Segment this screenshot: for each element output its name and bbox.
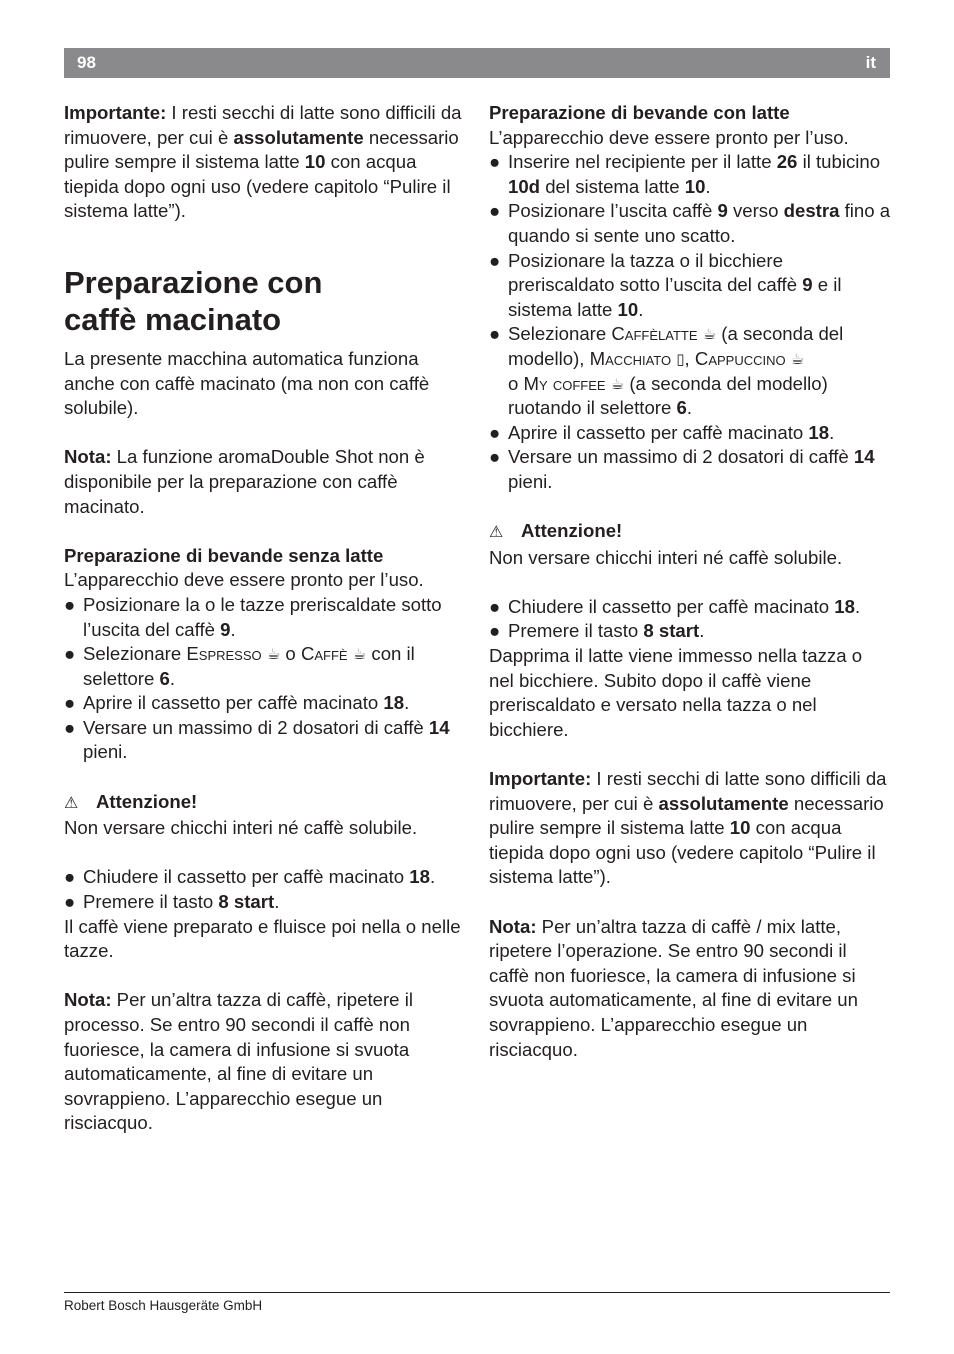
- note-repeat: Nota: Per un’altra tazza di caffè / mix latte, ripetere l’operazione. Se entro 90 secondi il caffè non fuoriesce, la camera di infusione si svuota automaticamente, al fine di evitare un sovrappieno. L’apparecchio esegue un risciacquo.: [489, 915, 858, 1060]
- list-item: ● Versare un massimo di 2 dosatori di caffè 14 pieni.: [489, 446, 875, 492]
- result-text: Il caffè viene preparato e fluisce poi nella o nelle tazze.: [64, 915, 461, 962]
- espresso-cup-icon: ☕: [266, 646, 281, 664]
- footer-company: Robert Bosch Hausgeräte GmbH: [64, 1298, 263, 1313]
- ready-text: L’apparecchio deve essere pronto per l’uso.: [64, 569, 424, 591]
- page-header-bar: [64, 48, 890, 78]
- steps-list: [64, 593, 464, 765]
- bullet-icon: ●: [64, 866, 76, 888]
- list-item: ● Aprire il cassetto per caffè macinato 18.: [489, 421, 891, 446]
- list-item: ● Chiudere il cassetto per caffè macinato 18.: [64, 865, 464, 890]
- left-column: [64, 101, 464, 1161]
- warning-title: ⚠ Attenzione!: [489, 519, 891, 546]
- cappuccino-cup-icon: ☕: [790, 350, 805, 368]
- warning-triangle-icon: ⚠: [489, 524, 504, 542]
- coffee-cup-icon: ☕: [352, 646, 367, 664]
- list-item: ● Versare un massimo di 2 dosatori di caffè 14 pieni.: [64, 716, 450, 763]
- list-item: ● Selezionare Espresso ☕ o Caffè ☕ con il selettore 6.: [64, 643, 415, 689]
- warning-text: Non versare chicchi interi né caffè solubile.: [489, 546, 843, 568]
- important-note: Importante: I resti secchi di latte sono difficili da rimuovere, per cui è assolutamente necessario pulire sempre il sistema latte 10 con acqua tiepida dopo ogni uso (vedere capitolo “Pulire il sistema latte”).: [489, 768, 887, 888]
- section-heading: Preparazione con caffè macinato: [64, 264, 323, 337]
- note-aroma-double-shot: Nota: La funzione aromaDouble Shot non è disponibile per la preparazione con caffè macinato.: [64, 446, 425, 517]
- bullet-icon: ●: [64, 692, 76, 714]
- my-coffee-cup-icon: ☕: [610, 375, 625, 393]
- list-item: ● Premere il tasto 8 start.: [489, 619, 891, 644]
- intro-paragraph: La presente macchina automatica funziona anche con caffè macinato (ma non con caffè solubile).: [64, 347, 430, 419]
- bullet-icon: ●: [489, 446, 501, 468]
- bullet-icon: ●: [489, 323, 501, 345]
- bullet-icon: ●: [489, 249, 501, 271]
- list-item: ● Posizionare la tazza o il bicchiere preriscaldato sotto l’uscita del caffè 9 e il sistema latte 10.: [489, 249, 842, 320]
- page-number: 98: [77, 53, 96, 72]
- subheading-with-milk: Preparazione di bevande con latte: [489, 102, 790, 123]
- warning-title: ⚠ Attenzione!: [64, 790, 464, 817]
- warning-text: Non versare chicchi interi né caffè solubile.: [64, 817, 418, 839]
- result-text: Dapprima il latte viene immesso nella tazza o nel bicchiere. Subito dopo il caffè viene preriscaldato e versato nella tazza o nel bicchiere.: [489, 645, 863, 740]
- list-item: ● Aprire il cassetto per caffè macinato 18.: [64, 691, 464, 716]
- milk-steps-list-2: [489, 595, 891, 644]
- bullet-icon: ●: [489, 200, 501, 222]
- bullet-icon: ●: [489, 151, 501, 173]
- footer-divider: [64, 1292, 890, 1293]
- bullet-icon: ●: [489, 620, 501, 642]
- list-item: ● Posizionare la o le tazze preriscaldate sotto l’uscita del caffè 9.: [64, 593, 442, 640]
- list-item: ● Premere il tasto 8 start.: [64, 890, 464, 915]
- caffelatte-cup-icon: ☕: [702, 326, 717, 344]
- note-repeat: Nota: Per un’altra tazza di caffè, ripetere il processo. Se entro 90 secondi il caffè non fuoriesce, la camera di infusione si svuota automaticamente, al fine di evitare un sovrappieno. L’apparecchio esegue un risciacquo.: [64, 989, 413, 1134]
- bullet-icon: ●: [489, 595, 501, 617]
- milk-steps-list: [489, 150, 891, 494]
- warning-triangle-icon: ⚠: [64, 794, 79, 812]
- bullet-icon: ●: [64, 716, 76, 738]
- ready-text: L’apparecchio deve essere pronto per l’uso.: [489, 126, 849, 148]
- list-item: ● Selezionare Caffèlatte ☕ (a seconda del modello), Macchiato ▯, Cappuccino ☕ o My coffee ☕ (a seconda del modello) ruotando il selettore 6.: [489, 323, 844, 419]
- list-item: ● Posizionare l’uscita caffè 9 verso destra fino a quando si sente uno scatto.: [489, 200, 891, 246]
- right-column: [489, 101, 891, 1087]
- bullet-icon: ●: [64, 643, 76, 665]
- language-code: it: [865, 53, 876, 72]
- list-item: ● Inserire nel recipiente per il latte 26 il tubicino 10d del sistema latte 10.: [489, 151, 881, 197]
- bullet-icon: ●: [64, 593, 76, 615]
- macchiato-glass-icon: ▯: [676, 350, 685, 368]
- bullet-icon: ●: [489, 421, 501, 443]
- bullet-icon: ●: [64, 891, 76, 913]
- steps-list-2: [64, 865, 464, 914]
- important-note: Importante: I resti secchi di latte sono difficili da rimuovere, per cui è assolutamente necessario pulire sempre il sistema latte 10 con acqua tiepida dopo ogni uso (vedere capitolo “Pulire il sistema latte”).: [64, 102, 462, 222]
- list-item: ● Chiudere il cassetto per caffè macinato 18.: [489, 595, 891, 620]
- subheading-without-milk: Preparazione di bevande senza latte: [64, 544, 384, 566]
